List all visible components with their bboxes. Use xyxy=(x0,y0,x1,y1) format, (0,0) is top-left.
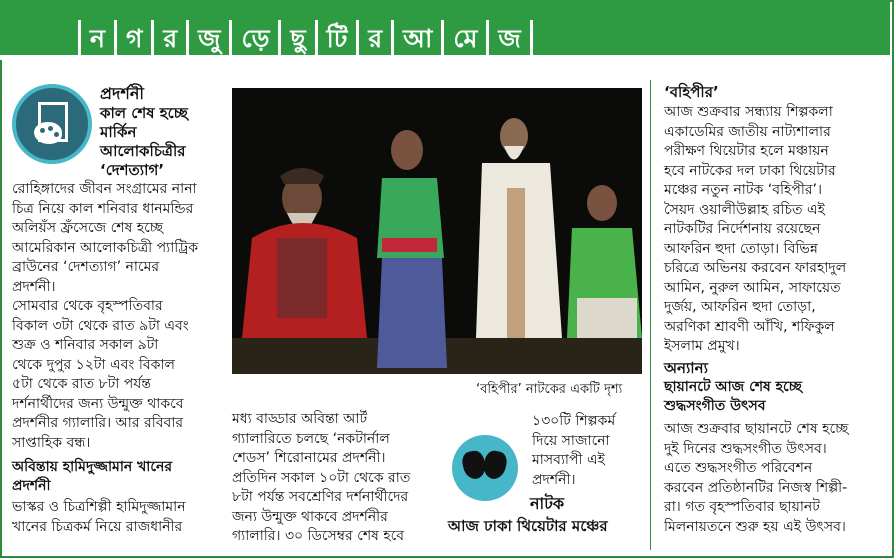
natok-headline: আজ ঢাকা থিয়েটার মঞ্চের xyxy=(448,517,608,535)
header-char: আ xyxy=(391,20,441,58)
exhibition-body xyxy=(12,180,198,453)
header-char: র xyxy=(356,20,391,58)
exhibition-section: প্রদর্শনী xyxy=(100,84,144,103)
body-line: খানের চিত্রকর্ম নিয়ে রাজধানীর xyxy=(12,518,183,535)
header-char: টি xyxy=(315,20,357,58)
body-line: নাটকটির নির্দেশনায় রয়েছেন xyxy=(664,221,821,237)
body-line: দুই দিনের শুদ্ধসংগীত উৎসব। xyxy=(664,440,827,457)
body-line: এতে শুদ্ধসংগীত পরিবেশন xyxy=(664,460,813,476)
body-line: মঞ্চের নতুন নাটক ‘বহিপীর’। xyxy=(664,182,823,198)
headline-line: ছায়ানটে আজ শেষ হচ্ছে xyxy=(664,379,802,395)
body-line: প্রতিদিন সকাল ১০টা থেকে রাত xyxy=(232,469,411,486)
photo-caption: ‘বহিপীর’ নাটকের একটি দৃশ্য xyxy=(476,382,623,397)
body-line: সাপ্তাহিক বন্ধ। xyxy=(12,434,91,451)
body-line: শেডস’ শিরোনামের প্রদর্শনী। xyxy=(232,450,386,466)
body-line: দিয়ে সাজানো xyxy=(532,432,610,449)
body-line: একাডেমির জাতীয় নাট্যশালার xyxy=(664,123,831,140)
header-char: র xyxy=(151,20,186,58)
avinta-headline xyxy=(12,458,172,496)
body-line: জন্য উন্মুক্ত থাকবে প্রদর্শনীর xyxy=(232,508,388,525)
avinta-body xyxy=(12,498,186,537)
body-line: রোহিঙ্গাদের জীবন সংগ্রামের নানা xyxy=(12,181,197,197)
header-char: গ xyxy=(114,20,151,58)
body-line: প্রদর্শনী। xyxy=(12,278,56,295)
body-line: অলিয়ঁস ফ্রঁসেজে শেষ হচ্ছে xyxy=(12,220,163,236)
body-line: শুক্র ও শনিবার সকাল ৯টা xyxy=(12,337,159,353)
paint-dot xyxy=(54,132,59,137)
header-strip xyxy=(0,55,890,60)
body-line: ব্রাউনের ‘দেশত্যাগ’ নামের xyxy=(12,259,160,275)
body-line: আজ শুক্রবার ছায়ানটে শেষ হচ্ছে xyxy=(664,421,849,437)
header-char: ছু xyxy=(278,20,314,58)
body-line: প্রদর্শনীর গ্যালারি। আর রবিবার xyxy=(12,415,184,431)
body-line: থেকে দুপুর ১২টা এবং বিকাল xyxy=(12,356,175,373)
body-line: চিত্র নিয়ে কাল শনিবার ধানমন্ডির xyxy=(12,200,194,217)
tragedy-mask-icon xyxy=(481,449,508,481)
header-char: জ xyxy=(486,20,532,58)
headline-line: মার্কিন xyxy=(100,123,137,141)
body-line: আমিন, নুরুল আমিন, সাফায়েত xyxy=(664,279,841,296)
other-section: অন্যান্য xyxy=(664,359,708,377)
play-scene-photo xyxy=(232,88,642,374)
header-char: জু xyxy=(186,20,229,58)
body-line: মাসব্যাপী এই xyxy=(532,452,605,468)
body-line: ইসলাম প্রমুখ। xyxy=(664,338,740,354)
body-line: মধ্য বাড্ডার অবিন্তা আর্ট xyxy=(232,411,368,427)
body-line: সোমবার থেকে বৃহস্পতিবার xyxy=(12,298,163,314)
header-title xyxy=(78,20,533,58)
other-headline xyxy=(664,378,802,416)
body-line: হবে নাটকের দল ঢাকা থিয়েটার xyxy=(664,162,836,179)
body-line: আমেরিকান আলোকচিত্রী প্যাট্রিক xyxy=(12,239,199,256)
body-line: করবেন প্রতিষ্ঠানটির নিজস্ব শিল্পী- xyxy=(664,479,848,496)
exhibition-headline xyxy=(100,104,188,180)
headline-line: অবিন্তায় হামিদুজ্জামান খানের xyxy=(12,459,173,475)
body-line: চরিত্রে অভিনয় করবেন ফারহাদুল xyxy=(664,260,847,276)
body-line: গ্যালারিতে চলছে ‘নকটার্নাল xyxy=(232,430,390,447)
body-line: ১৩০টি শিল্পকর্ম xyxy=(532,413,616,429)
body-line: বিকাল ৩টা থেকে রাত ৯টা এবং xyxy=(12,317,189,334)
body-line: ৮টা পর্যন্ত সবশ্রেণির দর্শনার্থীদের xyxy=(232,489,409,505)
headline-line: আলোকচিত্রীর xyxy=(100,142,186,160)
art-palette-icon xyxy=(12,84,92,164)
column-divider xyxy=(650,80,651,550)
body-line: আফরিন হুদা তোড়া। বিভিন্ন xyxy=(664,240,818,257)
paint-dot xyxy=(48,126,53,131)
photo-illustration xyxy=(232,88,642,374)
body-line: অরণিকা শ্রাবণী আঁখি, শফিকুল xyxy=(664,318,835,335)
body-line: রা। গত বৃহস্পতিবার ছায়ানট xyxy=(664,499,820,515)
body-line: দুর্জয়, আফরিন হুদা তোড়া, xyxy=(664,299,816,315)
body-line: গ্যালারি। ৩০ ডিসেম্বর শেষ হবে xyxy=(232,528,405,544)
paint-dot xyxy=(40,128,45,133)
bohipir-body xyxy=(664,103,846,357)
body-line: আজ শুক্রবার সন্ধ্যায় শিল্পকলা xyxy=(664,104,833,120)
body-line: ভাস্কর ও চিত্রশিল্পী হামিদুজ্জামান xyxy=(12,499,186,515)
headline-line: ‘দেশত্যাগ’ xyxy=(100,161,165,179)
body-line: প্রদর্শনী। xyxy=(532,471,576,488)
avinta-continued-body xyxy=(232,410,410,547)
theater-mask-icon xyxy=(452,435,518,501)
headline-line: শুদ্ধসংগীত উৎসব xyxy=(664,398,766,414)
natok-section: নাটক xyxy=(530,494,565,513)
headline-line: কাল শেষ হচ্ছে xyxy=(100,104,188,122)
avinta-continued-body-2 xyxy=(532,412,615,490)
body-line: পরীক্ষণ থিয়েটার হলে মঞ্চায়ন xyxy=(664,143,829,159)
body-line: দর্শনার্থীদের জন্য উন্মুক্ত থাকবে xyxy=(12,395,184,412)
body-line: সৈয়দ ওয়ালীউল্লাহ রচিত এই xyxy=(664,201,825,218)
headline-line: প্রদর্শনী xyxy=(12,478,51,494)
header-char: ন xyxy=(78,20,114,58)
header-char: ড়ে xyxy=(229,20,278,58)
header-char: মে xyxy=(441,20,486,58)
other-body xyxy=(664,420,848,537)
body-line: মিলনায়তনে শুরু হয় এই উৎসব। xyxy=(664,518,846,535)
body-line: ৫টা থেকে রাত ৮টা পর্যন্ত xyxy=(12,376,151,392)
bohipir-title: ‘বহিপীর’ xyxy=(664,83,719,101)
section-header xyxy=(0,0,890,60)
